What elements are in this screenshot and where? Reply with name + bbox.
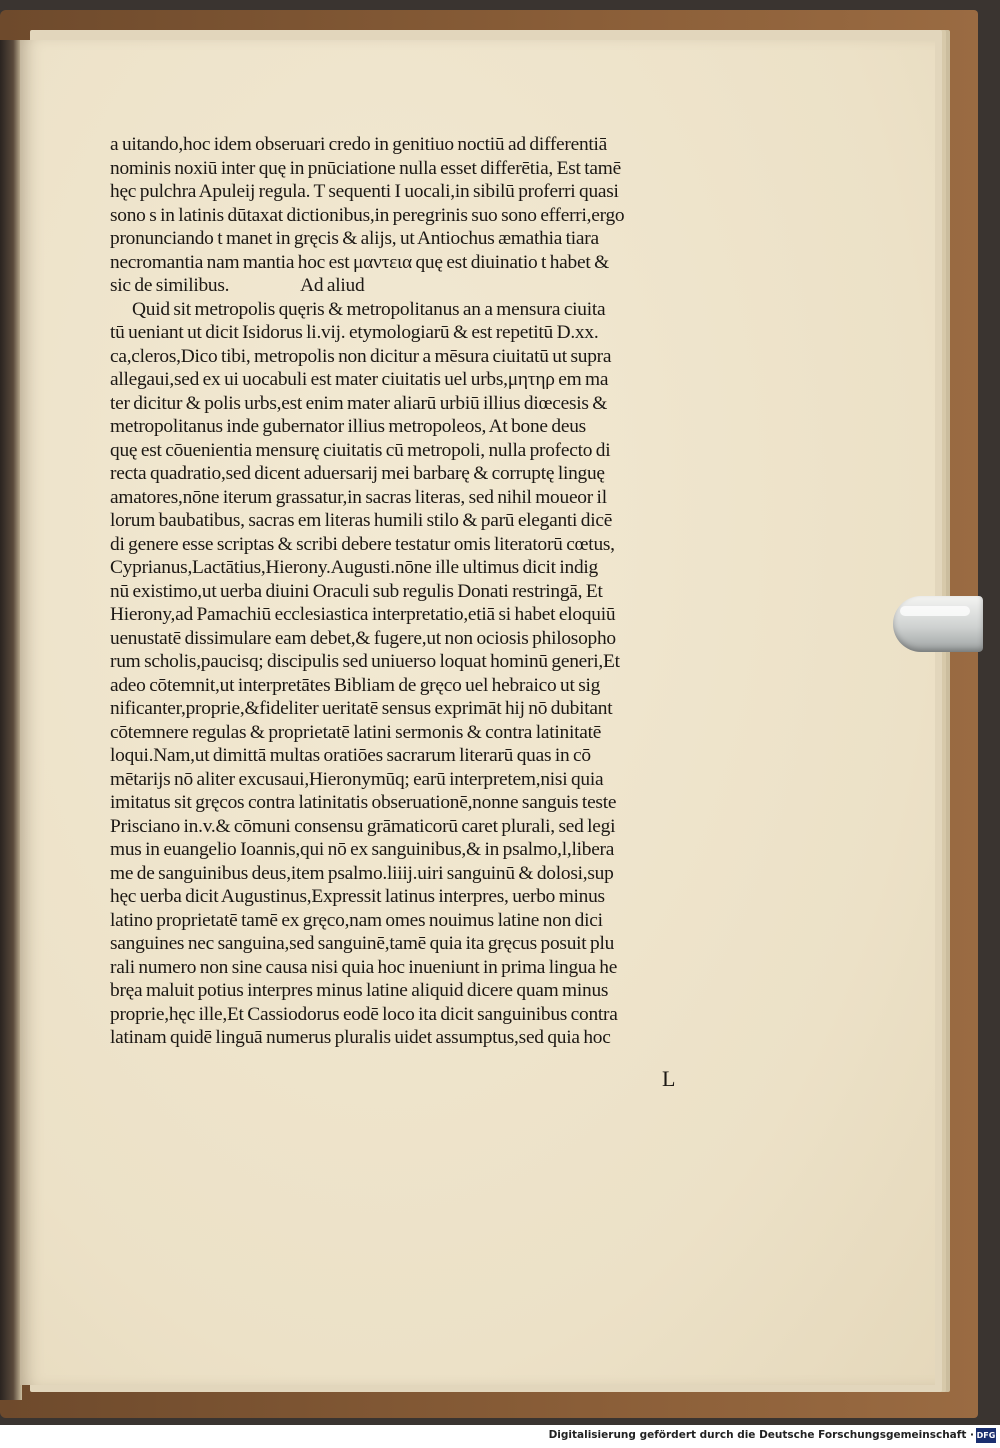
text-line: Quid sit metropolis quęris & metropolitanus an a mensura ciuita: [132, 298, 606, 320]
text-line: di genere esse scriptas & scribi debere testatur omis literatorū cœtus,: [110, 533, 615, 555]
text-line: mus in euangelio Ioannis,qui nō ex sanguinibus,& in psalmo,l,libera: [110, 839, 615, 860]
text-line: nificanter,proprie,&fideliter ueritatē sensus exprimāt hij nō dubitant: [110, 698, 613, 719]
text-line: sono s in latinis dūtaxat dictionibus,in peregrinis suo sono efferri,ergo: [110, 204, 625, 226]
text-line: a uitando,hoc idem obseruari credo in genitiuo noctiū ad differentiā: [110, 134, 608, 155]
text-line: nominis noxiū inter quę in pnūciatione nulla esset differētia, Est tamē: [110, 157, 621, 179]
text-line: loqui.Nam,ut dimittā multas oratiōes sacrarum literarū quas in cō: [110, 745, 591, 766]
text-line: ca,cleros,Dico tibi, metropolis non dicitur a mēsura ciuitatū ut supra: [110, 345, 612, 367]
page-clip: [893, 596, 983, 652]
text-line: allegaui,sed ex ui uocabuli est mater ciuitatis uel urbs,μητηρ em ma: [110, 369, 609, 390]
text-line: rali numero non sine causa nisi quia hoc inueniunt in prima lingua he: [110, 956, 618, 978]
page-clip-highlight: [900, 606, 970, 616]
text-line: pronunciando t manet in gręcis & alijs, ut Antiochus æmathia tiara: [110, 228, 599, 249]
text-line: mētarijs nō aliter excusaui,Hieronymūq; earū interpretem,nisi quia: [110, 768, 604, 790]
text-line: me de sanguinibus deus,item psalmo.liiij.uiri sanguinū & dolosi,sup: [110, 862, 614, 884]
text-line: uenustatē dissimulare eam debet,& fugere,ut non ociosis philosopho: [110, 627, 616, 649]
text-line: ter dicitur & polis urbs,est enim mater aliarū urbiū illius diœcesis &: [110, 392, 608, 414]
binding-edge: [0, 40, 22, 1400]
text-line: hęc pulchra Apuleij regula. T sequenti I uocali,in sibilū proferri quasi: [110, 181, 619, 202]
text-line: amatores,nōne iterum grassatur,in sacras literas, sed nihil moueor il: [110, 486, 607, 508]
page-text: [110, 133, 750, 1050]
text-line: lorum baubatibus, sacras em literas humili stilo & parū eleganti dicē: [110, 510, 613, 531]
funding-credit: Digitalisierung gefördert durch die Deutsche Forschungsgemeinschaft ·: [548, 1429, 974, 1441]
text-line: adeo cōtemnit,ut interpretātes Bibliam de gręco uel hebraico ut sig: [110, 674, 601, 696]
text-line: rum scholis,paucisq; discipulis sed uniuerso loquat hominū generi,Et: [110, 651, 620, 672]
text-line: imitatus sit gręcos contra latinitatis obseruationē,nonne sanguis teste: [110, 792, 617, 813]
text-line: sanguines nec sanguina,sed sanguinē,tamē quia ita gręcus posuit plu: [110, 933, 615, 954]
text-line: hęc uerba dicit Augustinus,Expressit latinus interpres, uerbo minus: [110, 886, 605, 907]
text-line: necromantia nam mantia hoc est μαντεια quę est diuinatio t habet &: [110, 251, 609, 273]
text-line: latinam quidē linguā numerus pluralis uidet assumptus,sed quia hoc: [110, 1027, 611, 1048]
text-line: Cyprianus,Lactātius,Hierony.Augusti.nōne ille ultimus dicit indig: [110, 557, 598, 578]
text-line: bręa maluit potius interpres minus latine aliquid dicere quam minus: [110, 980, 609, 1001]
signature-mark: L: [662, 1066, 676, 1091]
text-line: sic de similibus. Ad aliud: [110, 275, 365, 296]
text-line: quę est cōuenientia mensurę ciuitatis cū metropoli, nulla profecto di: [110, 439, 611, 461]
text-line: Hierony,ad Pamachiū ecclesiastica interpretatio,etiā si habet eloquiū: [110, 604, 616, 625]
text-line: proprie,hęc ille,Et Cassiodorus eodē loco ita dicit sanguinibus contra: [110, 1003, 618, 1025]
text-line: tū ueniant ut dicit Isidorus li.vij. etymologiarū & est repetitū D.xx.: [110, 322, 599, 343]
footer-bar: [0, 1425, 1000, 1448]
text-line: recta quadratio,sed dicent aduersarij mei barbarę & corruptę linguę: [110, 463, 605, 484]
text-line: metropolitanus inde gubernator illius metropoleos, At bone deus: [110, 416, 586, 437]
text-line: nū existimo,ut uerba diuini Oraculi sub regulis Donati restringā, Et: [110, 580, 603, 602]
dfg-logo: DFG: [976, 1428, 996, 1443]
text-line: cōtemnere regulas & proprietatē latini sermonis & contra latinitatē: [110, 721, 602, 743]
text-line: Prisciano in.v.& cōmuni consensu grāmaticorū caret plurali, sed legi: [110, 815, 616, 837]
text-line: latino proprietatē tamē ex gręco,nam omes nouimus latine non dici: [110, 909, 603, 931]
